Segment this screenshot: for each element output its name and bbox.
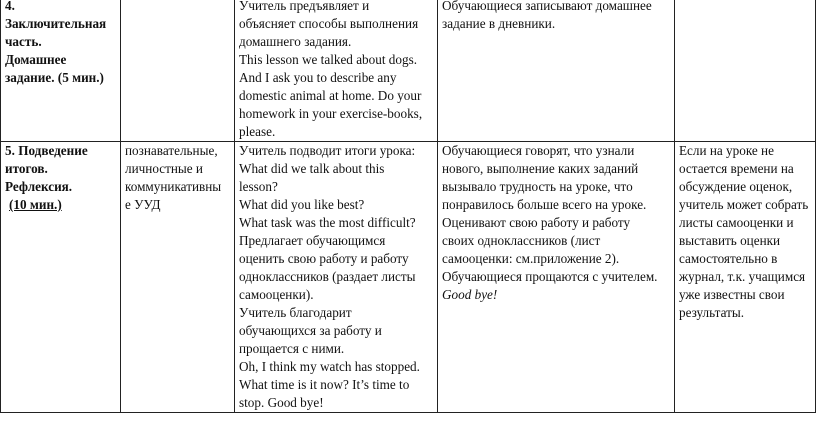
stage-duration-text: (10 мин.) — [9, 197, 62, 212]
student-activity-cell — [438, 142, 675, 413]
student-line: своих одноклассников (лист — [442, 233, 601, 248]
teacher-line: please. — [239, 124, 276, 139]
uud-cell — [121, 142, 235, 413]
notes-line: самостоятельно в — [679, 251, 778, 266]
stage-line: Домашнее — [5, 52, 67, 67]
stage-line: 4. — [5, 0, 15, 13]
teacher-line: What did we talk about this — [239, 161, 385, 176]
student-line: Обучающиеся говорят, что узнали — [442, 143, 635, 158]
notes-line: учитель может собрать — [679, 197, 809, 212]
teacher-line: Учитель предъявляет и — [239, 0, 370, 13]
student-line: понравилось больше всего на уроке. — [442, 197, 647, 212]
student-line-italic: Good bye! — [442, 287, 498, 302]
uud-line: е УУД — [125, 197, 161, 212]
notes-line: выставить оценки — [679, 233, 781, 248]
notes-line: обсуждение оценок, — [679, 179, 793, 194]
table-row-homework — [1, 0, 816, 142]
notes-cell — [675, 0, 816, 142]
stage-duration — [5, 196, 117, 214]
table-row-reflection — [1, 142, 816, 413]
notes-line: уже известны свои — [679, 287, 785, 302]
teacher-line: lesson? — [239, 179, 278, 194]
notes-line: остается времени на — [679, 161, 794, 176]
teacher-line: domestic animal at home. Do your — [239, 88, 422, 103]
teacher-line: homework in your exercise-books, — [239, 106, 423, 121]
teacher-line: оценить свою работу и работу — [239, 251, 409, 266]
notes-line: результаты. — [679, 305, 745, 320]
teacher-line: Учитель подводит итоги урока: — [239, 143, 416, 158]
student-line: самооценки: см.приложение 2). — [442, 251, 620, 266]
teacher-activity-cell — [235, 142, 438, 413]
uud-line: личностные и — [125, 161, 203, 176]
stage-line: Заключительная — [5, 16, 107, 31]
stage-line: 5. Подведение — [5, 143, 88, 158]
stage-line: часть. — [5, 34, 42, 49]
stage-line: Рефлексия. — [5, 179, 73, 194]
stage-cell — [1, 0, 121, 142]
student-line: нового, выполнение каких заданий — [442, 161, 639, 176]
teacher-line: This lesson we talked about dogs. — [239, 52, 418, 67]
teacher-line: stop. Good bye! — [239, 395, 324, 410]
student-line: Обучающиеся записывают домашнее — [442, 0, 652, 13]
teacher-line: прощается с ними. — [239, 341, 345, 356]
teacher-line: What time is it now? It’s time to — [239, 377, 410, 392]
teacher-line: Oh, I think my watch has stopped. — [239, 359, 420, 374]
notes-line: журнал, т.к. учащимся — [679, 269, 806, 284]
student-line: Обучающиеся прощаются с учителем. — [442, 269, 658, 284]
teacher-line: обучающихся за работу и — [239, 323, 382, 338]
notes-line: листы самооценки и — [679, 215, 794, 230]
teacher-line: What did you like best? — [239, 197, 365, 212]
teacher-line: Предлагает обучающимся — [239, 233, 386, 248]
notes-cell — [675, 142, 816, 413]
teacher-line: Учитель благодарит — [239, 305, 352, 320]
student-line: Оценивают свою работу и работу — [442, 215, 631, 230]
uud-line: познавательные, — [125, 143, 218, 158]
teacher-line: What task was the most difficult? — [239, 215, 416, 230]
uud-line: коммуникативны — [125, 179, 222, 194]
student-line: задание в дневники. — [442, 16, 556, 31]
teacher-activity-cell — [235, 0, 438, 142]
teacher-line: And I ask you to describe any — [239, 70, 397, 85]
stage-line: итогов. — [5, 161, 48, 176]
teacher-line: объясняет способы выполнения — [239, 16, 419, 31]
notes-line: Если на уроке не — [679, 143, 774, 158]
teacher-line: самооценки). — [239, 287, 314, 302]
student-activity-cell — [438, 0, 675, 142]
student-line: вызывало трудность на уроке, что — [442, 179, 633, 194]
uud-cell — [121, 0, 235, 142]
teacher-line: домашнего задания. — [239, 34, 352, 49]
teacher-line: одноклассников (раздает листы — [239, 269, 416, 284]
stage-line: задание. (5 мин.) — [5, 70, 104, 85]
stage-cell — [1, 142, 121, 413]
